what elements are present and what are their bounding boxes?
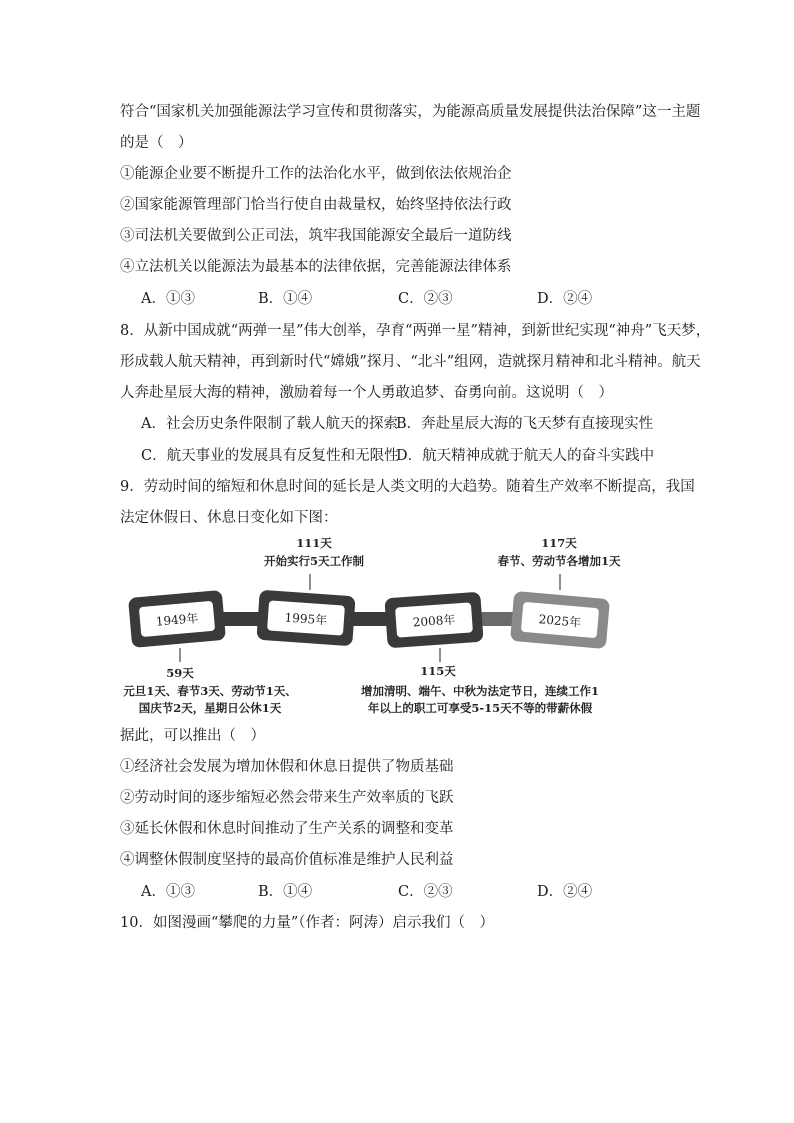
holiday-chain-figure: [118, 530, 622, 720]
q8-stem-line3: 人奔赴星辰大海的精神，激励着每一个人勇敢追梦、奋勇向前。这说明（ ）: [120, 385, 613, 401]
note-2008-line1: 增加清明、端午、中秋为法定节日，连续工作1: [361, 684, 599, 698]
q9-item-1: ①经济社会发展为增加休假和休息日提供了物质基础: [120, 759, 454, 775]
chain-link-1949: [128, 590, 226, 648]
year-label: 2025年: [538, 612, 582, 630]
q7-item-4: ④立法机关以能源法为最基本的法律依据，完善能源法律体系: [120, 259, 512, 275]
days-1949: 59天: [166, 666, 194, 680]
q9-item-2: ②劳动时间的逐步缩短必然会带来生产效率质的飞跃: [120, 790, 454, 806]
chain-link-2008: [384, 592, 483, 649]
q8-stem-line2: 形成载人航天精神，再到新时代“嫦娥”探月、“北斗”组网，造就探月精神和北斗精神。航天: [120, 354, 701, 370]
q7-option-b[interactable]: B．①④: [258, 291, 313, 307]
days-2008: 115天: [420, 664, 456, 678]
q9-after: 据此，可以推出（ ）: [120, 728, 265, 744]
q9-item-4: ④调整休假制度坚持的最高价值标准是维护人民利益: [120, 852, 454, 868]
q7-option-c[interactable]: C．②③: [398, 291, 453, 307]
note-1949-line2: 国庆节2天，星期日公休1天: [138, 701, 282, 715]
q9-stem-line2: 法定休假日、休息日变化如下图：: [120, 510, 338, 526]
q8-option-a[interactable]: A．社会历史条件限制了载人航天的探索: [141, 416, 398, 432]
note-2008-line2: 年以上的职工可享受5-15天不等的带薪休假: [367, 701, 593, 715]
q7-option-d[interactable]: D．②④: [537, 291, 593, 307]
q10-stem: 10．如图漫画“攀爬的力量”（作者：阿涛）启示我们（ ）: [120, 915, 495, 931]
note-1949-line1: 元旦1天、春节3天、劳动节1天、: [123, 684, 297, 698]
q9-option-c[interactable]: C．②③: [398, 884, 453, 900]
note-2025: 春节、劳动节各增加1天: [497, 554, 621, 568]
year-label: 2008年: [412, 612, 456, 630]
q8-option-c[interactable]: C．航天事业的发展具有反复性和无限性: [141, 448, 399, 464]
q7-item-2: ②国家能源管理部门恰当行使自由裁量权，始终坚持依法行政: [120, 197, 512, 213]
note-1995: 开始实行5天工作制: [263, 554, 365, 568]
q8-option-b[interactable]: B．奔赴星辰大海的飞天梦有直接现实性: [396, 416, 654, 432]
year-label: 1949年: [155, 611, 199, 629]
q7-item-3: ③司法机关要做到公正司法，筑牢我国能源安全最后一道防线: [120, 228, 512, 244]
q9-option-b[interactable]: B．①④: [258, 884, 313, 900]
q7-item-1: ①能源企业要不断提升工作的法治化水平，做到依法依规治企: [120, 166, 512, 182]
q7-option-a[interactable]: A．①③: [141, 291, 195, 307]
year-label: 1995年: [284, 610, 328, 628]
chain-link-1995: [256, 590, 355, 647]
chain-link-2025: [510, 591, 610, 649]
q7-stem-line2: 的是（ ）: [120, 135, 193, 151]
q9-option-d[interactable]: D．②④: [537, 884, 593, 900]
q9-stem-line1: 9．劳动时间的缩短和休息时间的延长是人类文明的大趋势。随着生产效率不断提高，我国: [120, 479, 695, 495]
q9-item-3: ③延长休假和休息时间推动了生产关系的调整和变革: [120, 821, 454, 837]
q9-option-a[interactable]: A．①③: [141, 884, 195, 900]
q7-stem-line1: 符合“国家机关加强能源法学习宣传和贯彻落实，为能源高质量发展提供法治保障”这一主题: [120, 104, 701, 120]
days-1995: 111天: [296, 536, 332, 550]
q8-option-d[interactable]: D．航天精神成就于航天人的奋斗实践中: [396, 448, 655, 464]
days-2025: 117天: [541, 536, 577, 550]
q8-stem-line1: 8．从新中国成就“两弹一星”伟大创举，孕育“两弹一星”精神，到新世纪实现“神舟”飞天梦，: [120, 323, 711, 339]
